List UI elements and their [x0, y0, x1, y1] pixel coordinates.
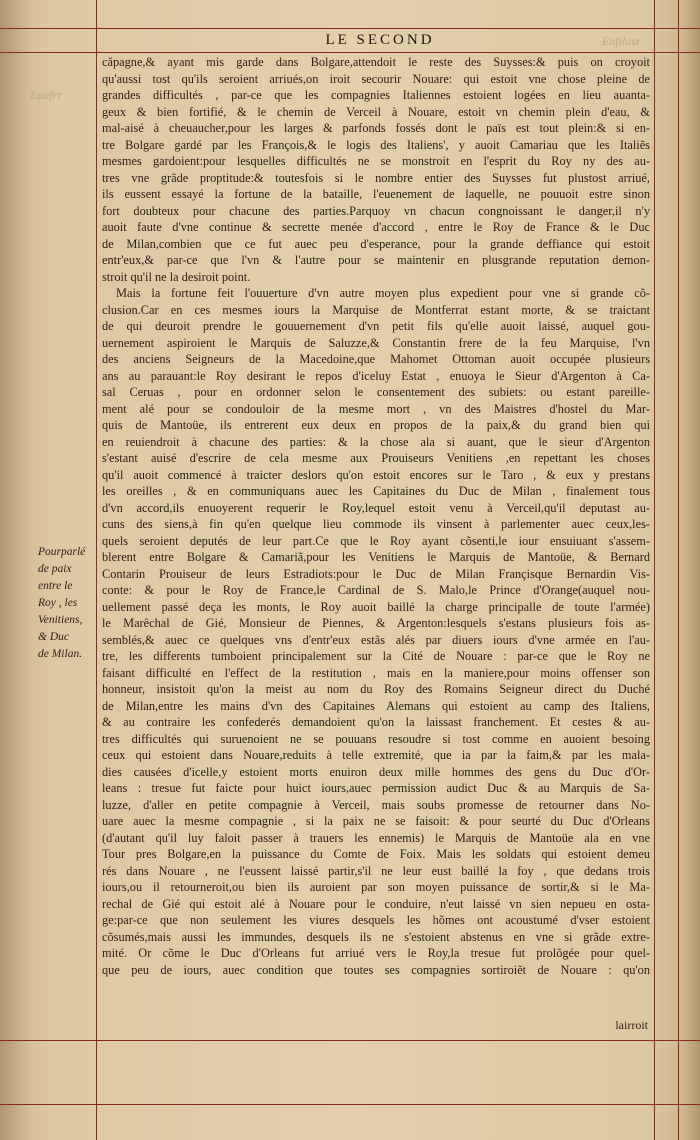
text-line: rés dans Nouare , ne l'eussent laissé partir,s'il ne leur eust baillé la foy , que dedans trois: [102, 863, 650, 878]
bleed-through-text: Enfilasr: [602, 34, 641, 48]
footer-rule-bottom: [0, 1104, 700, 1105]
text-line: Mais la fortune feit l'ouuerture d'vn autre moyen plus expedient pour vne si grande cõ-: [116, 286, 650, 300]
text-line: stroit qu'il ne la desiroit point.: [102, 269, 251, 284]
text-line: ceux qui estoient dans Nouare,reduits à telle extremité, que ia par la faim,& par les mala-: [102, 748, 650, 762]
margin-note-line: Venitiens,: [38, 614, 83, 626]
text-line: quis de Mantoüe, ils entrerent eux deux en propos de la paix,& du grand bien qui: [102, 418, 650, 432]
text-line: le Marêchal de Gié, Monsieur de Piennes, & Argenton:lesquels s'estans plusieurs fois as-: [102, 616, 650, 630]
text-line: des anciens Seigneurs de la Macedoine,que Mahomet Ottoman auoit occupée plusieurs: [102, 352, 650, 366]
running-head: LE SECOND: [325, 32, 435, 48]
text-line: geux & bien fortifié, & le chemin de Verceil à Nouare, estoit vn chemin plein d'eau, &: [102, 104, 650, 119]
text-line: uare auec la mesme compagnie , si la paix ne se faisoit: & pour seurté du Duc d'Orleans: [102, 814, 650, 828]
gutter-shadow: [0, 0, 30, 1140]
body-text: [102, 54, 650, 978]
header-rule-top: [0, 28, 700, 29]
text-line: quels seroient deputés de leur part.Ce que le Roy ayant cõsenti,le iour ensuiuant s'assem-: [102, 533, 650, 548]
text-line: que peu de iours, auec condition que toutes ses compagnies sortiroiẽt de Nouare : qu'on: [102, 962, 650, 977]
text-line: cuns des siens,à fin qu'en quelque lieu commode ils vinsent à parlementer auec ceux,les-: [102, 517, 650, 531]
margin-note-line: & Duc: [38, 631, 69, 643]
text-line: uellement passé deça les monts, le Roy auoit baillé la charge principalle de toute l'armée): [102, 599, 650, 614]
catchword: lairroit: [615, 1018, 648, 1032]
margin-rule-right: [654, 0, 655, 1140]
text-line: Tour pres Bolgare,en la puissance du Comte de Foix. Mais les soldats qui estoient demeu: [102, 847, 650, 861]
text-line: de Milan,combien que ce fut auec peu d'esperance, pour la grande deffiance qui estoit: [102, 236, 650, 251]
text-line: ans au parauant:le Roy desirant le repos d'iceluy Estat , enuoya le Sieur d'Argenton à Ca-: [102, 368, 650, 383]
text-line: faisant difficulté en l'effect de la restitution , mais en la maniere,pour moins offenser son: [102, 665, 650, 680]
text-line: leans : tresue fut faicte pour huict iours,auec permission audict Duc & au Marquis de Sa-: [102, 781, 650, 795]
text-line: blerent entre Bolgare & Camariã,pour les Venitiens le Marquis de Mantoüe, & Bernard: [102, 550, 650, 564]
text-line: qu'il auoit commencé à traicter deslors qu'on estoit encores sur le Taro , & eux y prestans: [102, 467, 650, 482]
margin-note-line: de Milan.: [38, 648, 83, 660]
text-line: Contarin Prouiseur de leurs Estradiots:pour le Duc de Milan Françisque Bernardin Vis-: [102, 566, 650, 581]
text-line: tre Bolgare gardé par les François,& le logis des Italiens', y auoit Camariau que les Italiẽs: [102, 137, 650, 152]
text-line: uernement aspiroient le Marquis de Saluzze,& Constantin frere de la feu Marquise, l'vn: [102, 335, 650, 350]
text-line: căpagne,& ayant mis garde dans Bolgare,attendoit le reste des Suysses:& puis on croyoit: [102, 55, 650, 69]
margin-note-line: Pourparlé: [38, 546, 86, 558]
text-line: qu'aussi tost qu'ils seroient arriués,on iroit secourir Nouare: qui estoit vne chose pleine de: [102, 71, 650, 86]
text-line: dies causées d'icelle,y estoient morts enuiron deux mille hommes des gens du Duc d'Or-: [102, 764, 650, 779]
bleed-through-text: Epafrr: [30, 88, 63, 102]
text-line: entr'eux,& par-ce que l'vn & l'autre pour se maintenir en plusgrande reputation demon-: [102, 253, 650, 267]
text-line: semblés,& auec ce quelques vns d'entr'eux estãs alés par diuers iours d'vne armée en l'au-: [102, 632, 650, 647]
margin-note-line: de paix: [38, 563, 72, 575]
text-line: d'vn accord,ils enuoyerent requerir le Roy,lequel estoit venu à Verceil,qu'il deputast au-: [102, 500, 650, 515]
margin-rule-far-right: [678, 0, 679, 1140]
margin-note-line: Roy , les: [38, 597, 78, 609]
text-line: rechal de Gié qui estoit alé à Nouare pour le conduire, n'eut laissé vn sien nepueu en osta-: [102, 896, 650, 911]
text-line: iours,ou il retourneroit,ou bien ils auroient par son moyen puissance de sortir,& si le Ma-: [102, 880, 650, 894]
edge-shadow: [682, 0, 700, 1140]
text-line: tres vne grãde proptitude:& toutesfois si le nombre entier des Suysses fut plustost arriué,: [102, 170, 650, 185]
text-line: fort doubteux pour chacune des parties.Parquoy vn chacun congnoissant le danger,il n'y: [102, 203, 650, 218]
text-line: tres difficultés qui suruenoient ne se pouuans resoudre si tost comme en auoient besoing: [102, 731, 650, 746]
text-line: cõsumés,mais aussi les immundes, desquels ils ne s'estoient abstenus en vne si grãde extre-: [102, 929, 650, 944]
text-line: ge:par-ce que non seulement les viures desquels les hõmes ont acoustumé d'vser estoient: [102, 913, 650, 927]
text-line: sal Ceruas , pour en ordonner selon le consentement des subiets: ou estant pareille-: [102, 385, 650, 399]
text-line: luzze, d'aller en petite compagnie à Verceil, mais soubs promesse de retourner dans No-: [102, 797, 650, 812]
text-line: honneur, insistoit qu'on la meist au nom du Roy des Romains Seigneur direct du Duché: [102, 682, 650, 696]
text-line: auoit faute d'vne continue & secrette menée d'accord , entre le Roy de France & le Duc: [102, 220, 650, 234]
text-line: les oreilles , & en communiquans auec les Capitaines du Duc de Milan , finalement tous: [102, 484, 650, 498]
text-line: de Milan,entre les mains d'vn des Capitaines Alemans qui estoient au camp des Italiens,: [102, 698, 650, 713]
text-line: (d'autant qu'il luy faloit passer à trauers les ennemis) le Marquis de Mantoüe ala en vne: [102, 830, 650, 845]
margin-note-line: entre le: [38, 580, 73, 592]
margin-note: [38, 544, 98, 663]
text-line: mité. Or cõme le Duc d'Orleans fut arriué vers le Roy,la tresue fut prolõgée pour quel-: [102, 946, 650, 960]
text-line: ment alé pour se condouloir de la mesme mort , vn des Maistres d'hostel du Mar-: [102, 401, 650, 416]
text-line: clusion.Car en ces mesmes iours la Marquise de Montferrat estant morte, & se traictant: [102, 302, 650, 317]
text-line: en reuiendroit à chacune des parties: & la chose ala si auant, que le sieur d'Argenton: [102, 434, 650, 449]
text-line: de qui deuroit prendre le gouuernement d'vn petit fils qu'elle auoit laissé, auquel gou-: [102, 319, 650, 333]
text-line: mesmes gardoient:pour lesquelles difficultés ne se monstroit en l'esprit du Roy ny des au-: [102, 154, 650, 168]
text-line: grandes difficultés , par-ce que les compagnies Italiennes estoient logées en lieu auanta-: [102, 88, 650, 102]
text-line: tre, les differents tumboient principalement sur la Cité de Nouare : par-ce que le Roy ne: [102, 649, 650, 663]
text-line: s'estant auisé d'escrire de cela mesme aux Prouiseurs Venitiens ,en repettant les choses: [102, 451, 650, 465]
text-line: ils eussent essayé la fortune de la bataille, l'euenement de laquelle, ne pouuoit estre sinon: [102, 187, 650, 201]
footer-rule-top: [0, 1040, 700, 1041]
text-line: mal-aisé à cheuaucher,pour les larges & parfonds fossés dont le païs est tout plein:& si en-: [102, 121, 650, 135]
text-line: conte: & pour le Roy de France,le Cardinal de S. Malo,le Prince d'Orange(auquel nou-: [102, 583, 650, 597]
text-line: & au contraire les confederés demandoient qu'on la laissast franchement. Et cestes & au-: [102, 715, 650, 729]
